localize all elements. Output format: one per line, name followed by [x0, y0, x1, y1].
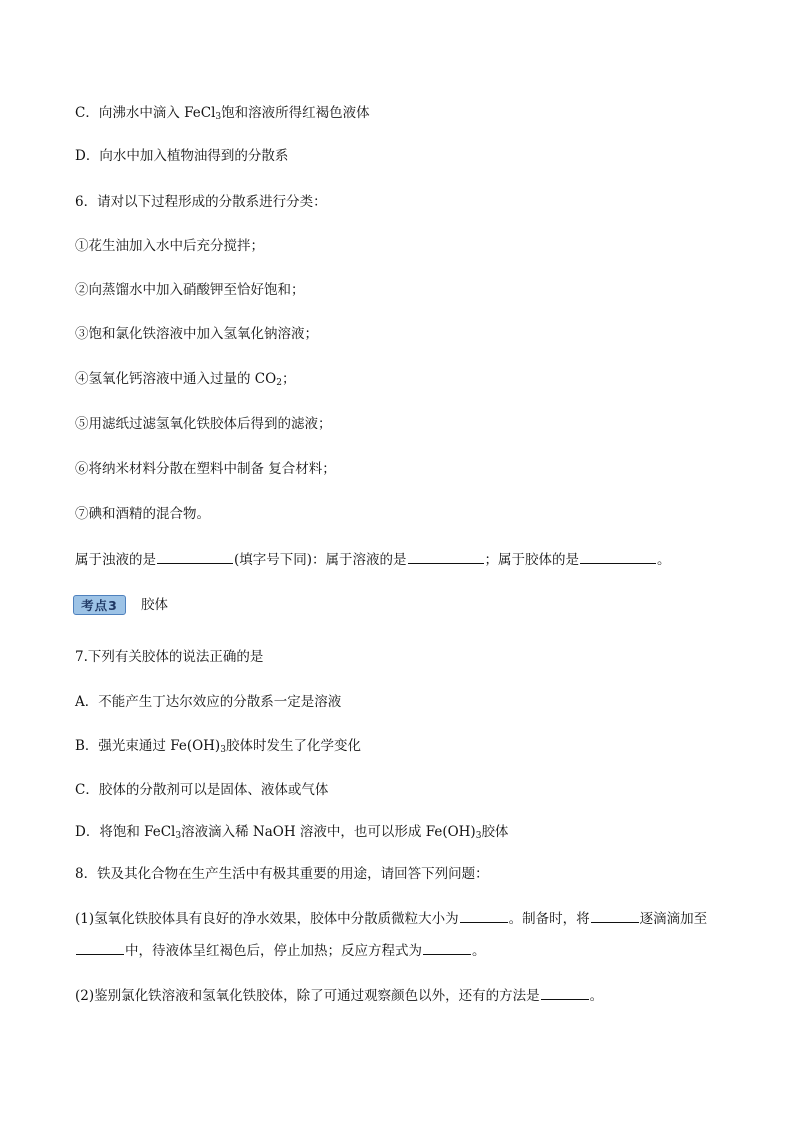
text: ； [281, 371, 296, 387]
q6-item-7: ⑦碘和酒精的混合物。 [75, 506, 210, 522]
answer-blank[interactable] [408, 549, 484, 564]
answer-blank[interactable] [541, 985, 589, 1000]
text: C．向沸水中滴入 FeCl [75, 105, 216, 121]
text: 中，待液体呈红褐色后，停止加热；反应方程式为 [125, 943, 422, 959]
section-badge: 考点3 [73, 595, 126, 615]
q8-stem: 8．铁及其化合物在生产生活中有极其重要的用途，请回答下列问题： [75, 866, 489, 882]
subscript: 2 [276, 378, 282, 388]
q6-stem: 6．请对以下过程形成的分散系进行分类： [75, 194, 327, 210]
q6-item-4 [75, 369, 295, 389]
text: 胶体时发生了化学变化 [225, 738, 361, 754]
q6-answer-line [75, 549, 671, 570]
q6-item-2: ②向蒸馏水中加入硝酸钾至恰好饱和； [75, 282, 305, 298]
subscript: 3 [475, 831, 482, 841]
text: 。 [589, 988, 604, 1004]
text: 。 [472, 943, 486, 959]
text: B．强光束通过 Fe(OH) [75, 738, 221, 754]
q6-item-6: ⑥将纳米材料分散在塑料中制备 复合材料； [75, 461, 336, 477]
q7-option-d [75, 822, 508, 842]
subscript: 3 [215, 112, 222, 122]
answer-blank[interactable] [591, 908, 639, 923]
text: 胶体 [481, 824, 509, 840]
subscript: 3 [220, 745, 226, 755]
text: D．将饱和 FeCl [75, 824, 176, 840]
text: (1)氢氧化铁胶体具有良好的净水效果，胶体中分散质微粒大小为 [75, 911, 459, 927]
text: 属于浊液的是 [75, 552, 156, 568]
q8-part1-line1 [75, 908, 707, 929]
text: (填字号下同)：属于溶液的是 [234, 552, 407, 568]
q7-option-c: C．胶体的分散剂可以是固体、液体或气体 [75, 782, 329, 798]
q7-stem: 7.下列有关胶体的说法正确的是 [75, 649, 264, 665]
text: 。 [657, 552, 671, 568]
q7-option-a: A．不能产生丁达尔效应的分散系一定是溶液 [75, 694, 342, 710]
answer-blank[interactable] [157, 549, 233, 564]
q8-part1-line2 [75, 940, 486, 961]
q7-option-b [75, 736, 361, 756]
text: (2)鉴别氯化铁溶液和氢氧化铁胶体，除了可通过观察颜色以外，还有的方法是 [75, 988, 540, 1004]
q5-option-c [75, 103, 370, 123]
answer-blank[interactable] [580, 549, 656, 564]
text: ④氢氧化钙溶液中通入过量的 CO [75, 371, 277, 387]
q8-part2 [75, 985, 603, 1006]
q6-item-5: ⑤用滤纸过滤氢氧化铁胶体后得到的滤液； [75, 416, 332, 432]
answer-blank[interactable] [76, 940, 124, 955]
text: 饱和溶液所得红褐色液体 [221, 105, 370, 121]
text: 。制备时，将 [508, 911, 590, 927]
q6-item-3: ③饱和氯化铁溶液中加入氢氧化钠溶液； [75, 326, 318, 342]
text: 逐滴滴加至 [639, 911, 708, 927]
q6-item-1: ①花生油加入水中后充分搅拌； [75, 238, 264, 254]
section-title: 胶体 [141, 597, 168, 613]
subscript: 3 [175, 831, 182, 841]
answer-blank[interactable] [423, 940, 471, 955]
text: 溶液滴入稀 NaOH 溶液中，也可以形成 Fe(OH) [181, 824, 476, 840]
q5-option-d: D．向水中加入植物油得到的分散系 [75, 148, 289, 164]
answer-blank[interactable] [460, 908, 508, 923]
text: ；属于胶体的是 [484, 552, 580, 568]
